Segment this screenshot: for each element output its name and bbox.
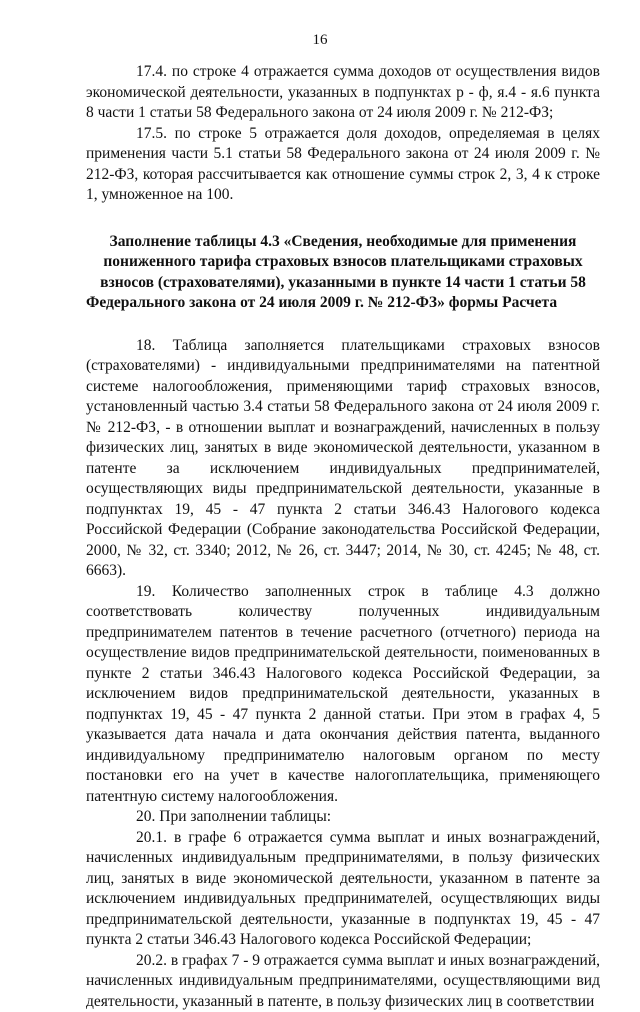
paragraph-20: 20. При заполнении таблицы: xyxy=(86,807,600,828)
page-number: 16 xyxy=(0,32,640,49)
paragraph-20-2: 20.2. в графах 7 - 9 отражается сумма выплат и иных вознаграждений, начисленных индивидуальным предпринимателями, осуществляющими вид деятельности, указанный в патенте, в пользу физических лиц в соответствии xyxy=(86,951,600,1012)
paragraph-17-4: 17.4. по строке 4 отражается сумма доходов от осуществления видов экономической деятельности, указанных в подпунктах р - ф, я.4 - я.6 пункта 8 части 1 статьи 58 Федерального закона от 24 июля 2009 г. № 212-ФЗ; xyxy=(86,62,600,124)
paragraph-19: 19. Количество заполненных строк в таблице 4.3 должно соответствовать количеству полученных индивидуальным предпринимателем патентов в течение расчетного (отчетного) периода на осуществление видов предпринимательской деятельности, поименованных в пункте 2 статьи 346.43 Налогового кодекса Российской Федерации, за исключением видов предпринимательской деятельности, указанных в подпунктах 19, 45 - 47 пункта 2 данной статьи. При этом в графах 4, 5 указывается дата начала и дата окончания действия патента, выданного индивидуальному предпринимателю налоговым органом по месту постановки его на учет в качестве налогоплательщика, применяющего патентную систему налогообложения. xyxy=(86,582,600,808)
paragraph-20-1: 20.1. в графе 6 отражается сумма выплат и иных вознаграждений, начисленных индивидуальным предпринимателями, в пользу физических лиц, занятых в виде экономической деятельности, указанном в патенте за исключением индивидуальных предпринимателей, осуществляющих виды предпринимательской деятельности, указанные в подпунктах 19, 45 - 47 пункта 2 статьи 346.43 Налогового кодекса Российской Федерации; xyxy=(86,828,600,951)
document-body xyxy=(86,62,600,1012)
section-heading: Заполнение таблицы 4.3 «Сведения, необходимые для применения пониженного тарифа страховых взносов плательщиками страховых взносов (страхователями), указанными в пункте 14 части 1 статьи 58 Федерального закона от 24 июля 2009 г. № 212-ФЗ» формы Расчета xyxy=(86,232,600,314)
paragraph-18: 18. Таблица заполняется плательщиками страховых взносов (страхователями) - индивидуальными предпринимателями на патентной системе налогообложения, применяющими тариф страховых взносов, установленный частью 3.4 статьи 58 Федерального закона от 24 июля 2009 г. № 212-ФЗ, - в отношении выплат и вознаграждений, начисленных в пользу физических лиц, занятых в виде экономической деятельности, указанном в патенте за исключением индивидуальных предпринимателей, осуществляющих виды предпринимательской деятельности, указанные в подпунктах 19, 45 - 47 пункта 2 статьи 346.43 Налогового кодекса Российской Федерации (Собрание законодательства Российской Федерации, 2000, № 32, ст. 3340; 2012, № 26, ст. 3447; 2014, № 30, ст. 4245; № 48, ст. 6663). xyxy=(86,336,600,582)
paragraph-17-5: 17.5. по строке 5 отражается доля доходов, определяемая в целях применения части 5.1 статьи 58 Федерального закона от 24 июля 2009 г. № 212-ФЗ, которая рассчитывается как отношение суммы строк 2, 3, 4 к строке 1, умноженное на 100. xyxy=(86,124,600,206)
